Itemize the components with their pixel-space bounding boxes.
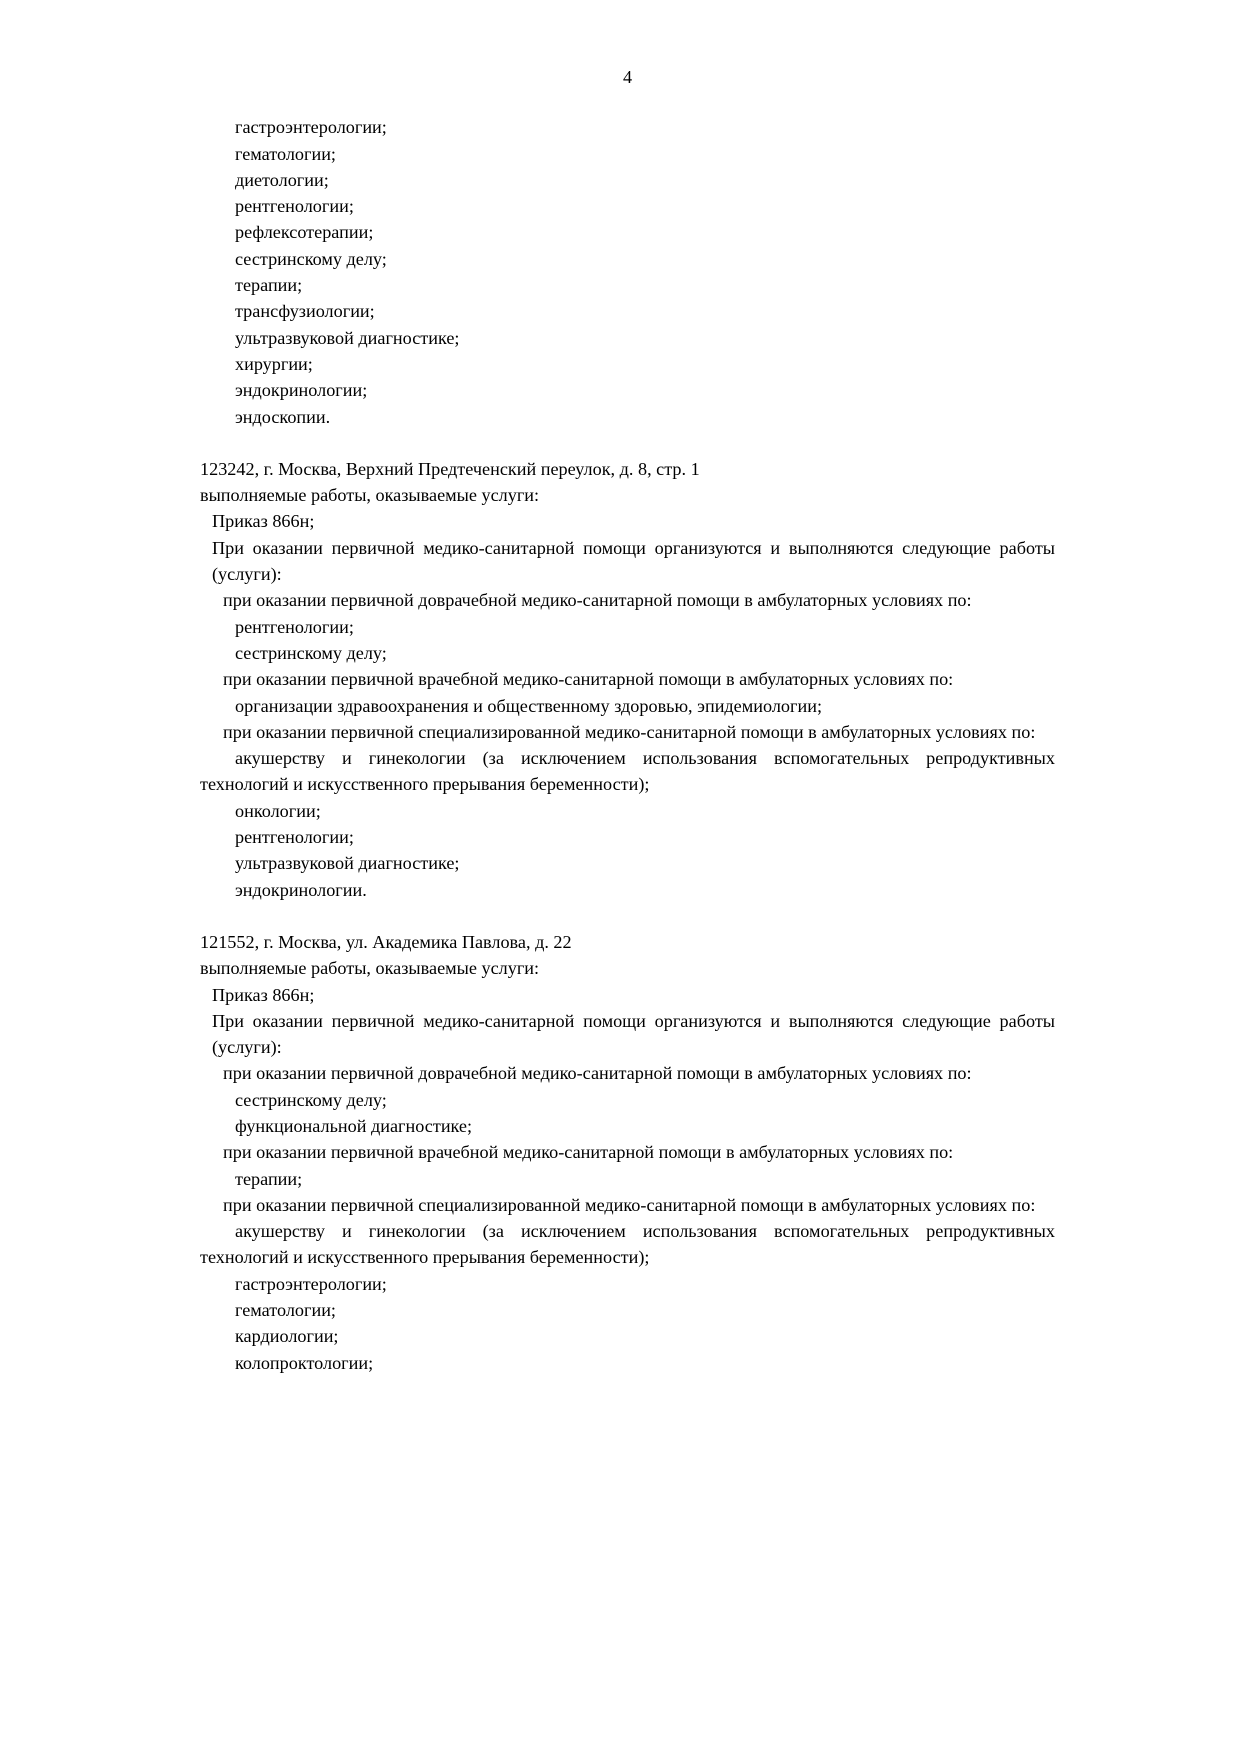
service-line: терапии;: [235, 275, 303, 296]
item-paragraph: терапии;: [235, 1168, 303, 1189]
location-address: 121552, г. Москва, ул. Академика Павлова, д. 22: [200, 931, 572, 952]
item-paragraph: эндокринологии.: [235, 879, 367, 900]
item-paragraph: рентгенологии;: [235, 827, 354, 848]
sub-paragraph: при оказании первичной врачебной медико-санитарной помощи в амбулаторных условиях по:: [223, 669, 954, 690]
deep-paragraph: акушерству и гинекологии (за исключением использования вспомогательных репродуктивных технологий и искусственного прерывания беременности);: [200, 1221, 1055, 1268]
item-paragraph: колопроктологии;: [235, 1352, 374, 1373]
sub-paragraph: при оказании первичной доврачебной медико-санитарной помощи в амбулаторных условиях по:: [223, 590, 972, 611]
service-line: рентгенологии;: [235, 196, 354, 217]
sub-paragraph: при оказании первичной специализированной медико-санитарной помощи в амбулаторных условиях по:: [223, 721, 1036, 742]
sub-paragraph: при оказании первичной специализированной медико-санитарной помощи в амбулаторных условиях по:: [223, 1194, 1036, 1215]
item-paragraph: организации здравоохранения и общественному здоровью, эпидемиологии;: [235, 695, 822, 716]
service-line: рефлексотерапии;: [235, 222, 374, 243]
item-paragraph: сестринскому делу;: [235, 1089, 387, 1110]
sub-paragraph: при оказании первичной доврачебной медико-санитарной помощи в амбулаторных условиях по:: [223, 1063, 972, 1084]
service-line: эндоскопии.: [235, 406, 331, 427]
item-paragraph: онкологии;: [235, 800, 321, 821]
works-label: выполняемые работы, оказываемые услуги:: [200, 958, 540, 979]
item-paragraph: сестринскому делу;: [235, 642, 387, 663]
service-line: трансфузиологии;: [235, 301, 375, 322]
service-line: диетологии;: [235, 169, 329, 190]
item-paragraph: гематологии;: [235, 1300, 336, 1321]
service-line: сестринскому делу;: [235, 248, 387, 269]
service-line: эндокринологии;: [235, 380, 368, 401]
order-line: Приказ 866н;: [212, 984, 315, 1005]
service-line: гастроэнтерологии;: [235, 117, 387, 138]
item-paragraph: функциональной диагностике;: [235, 1115, 473, 1136]
sub-paragraph: при оказании первичной врачебной медико-санитарной помощи в амбулаторных условиях по:: [223, 1142, 954, 1163]
main-paragraph: При оказании первичной медико-санитарной помощи организуются и выполняются следующие работы (услуги):: [212, 537, 1055, 585]
main-paragraph: При оказании первичной медико-санитарной помощи организуются и выполняются следующие работы (услуги):: [212, 1010, 1055, 1058]
location-address: 123242, г. Москва, Верхний Предтеченский переулок, д. 8, стр. 1: [200, 458, 700, 479]
page-number: 4: [622, 67, 633, 87]
item-paragraph: гастроэнтерологии;: [235, 1273, 387, 1294]
item-paragraph: кардиологии;: [235, 1326, 339, 1347]
works-label: выполняемые работы, оказываемые услуги:: [200, 485, 540, 506]
document-body: [200, 114, 1055, 1376]
service-line: гематологии;: [235, 143, 336, 164]
item-paragraph: рентгенологии;: [235, 616, 354, 637]
deep-paragraph: акушерству и гинекологии (за исключением использования вспомогательных репродуктивных технологий и искусственного прерывания беременности);: [200, 748, 1055, 795]
item-paragraph: ультразвуковой диагностике;: [235, 853, 460, 874]
service-line: хирургии;: [235, 353, 313, 374]
order-line: Приказ 866н;: [212, 511, 315, 532]
service-line: ультразвуковой диагностике;: [235, 327, 460, 348]
